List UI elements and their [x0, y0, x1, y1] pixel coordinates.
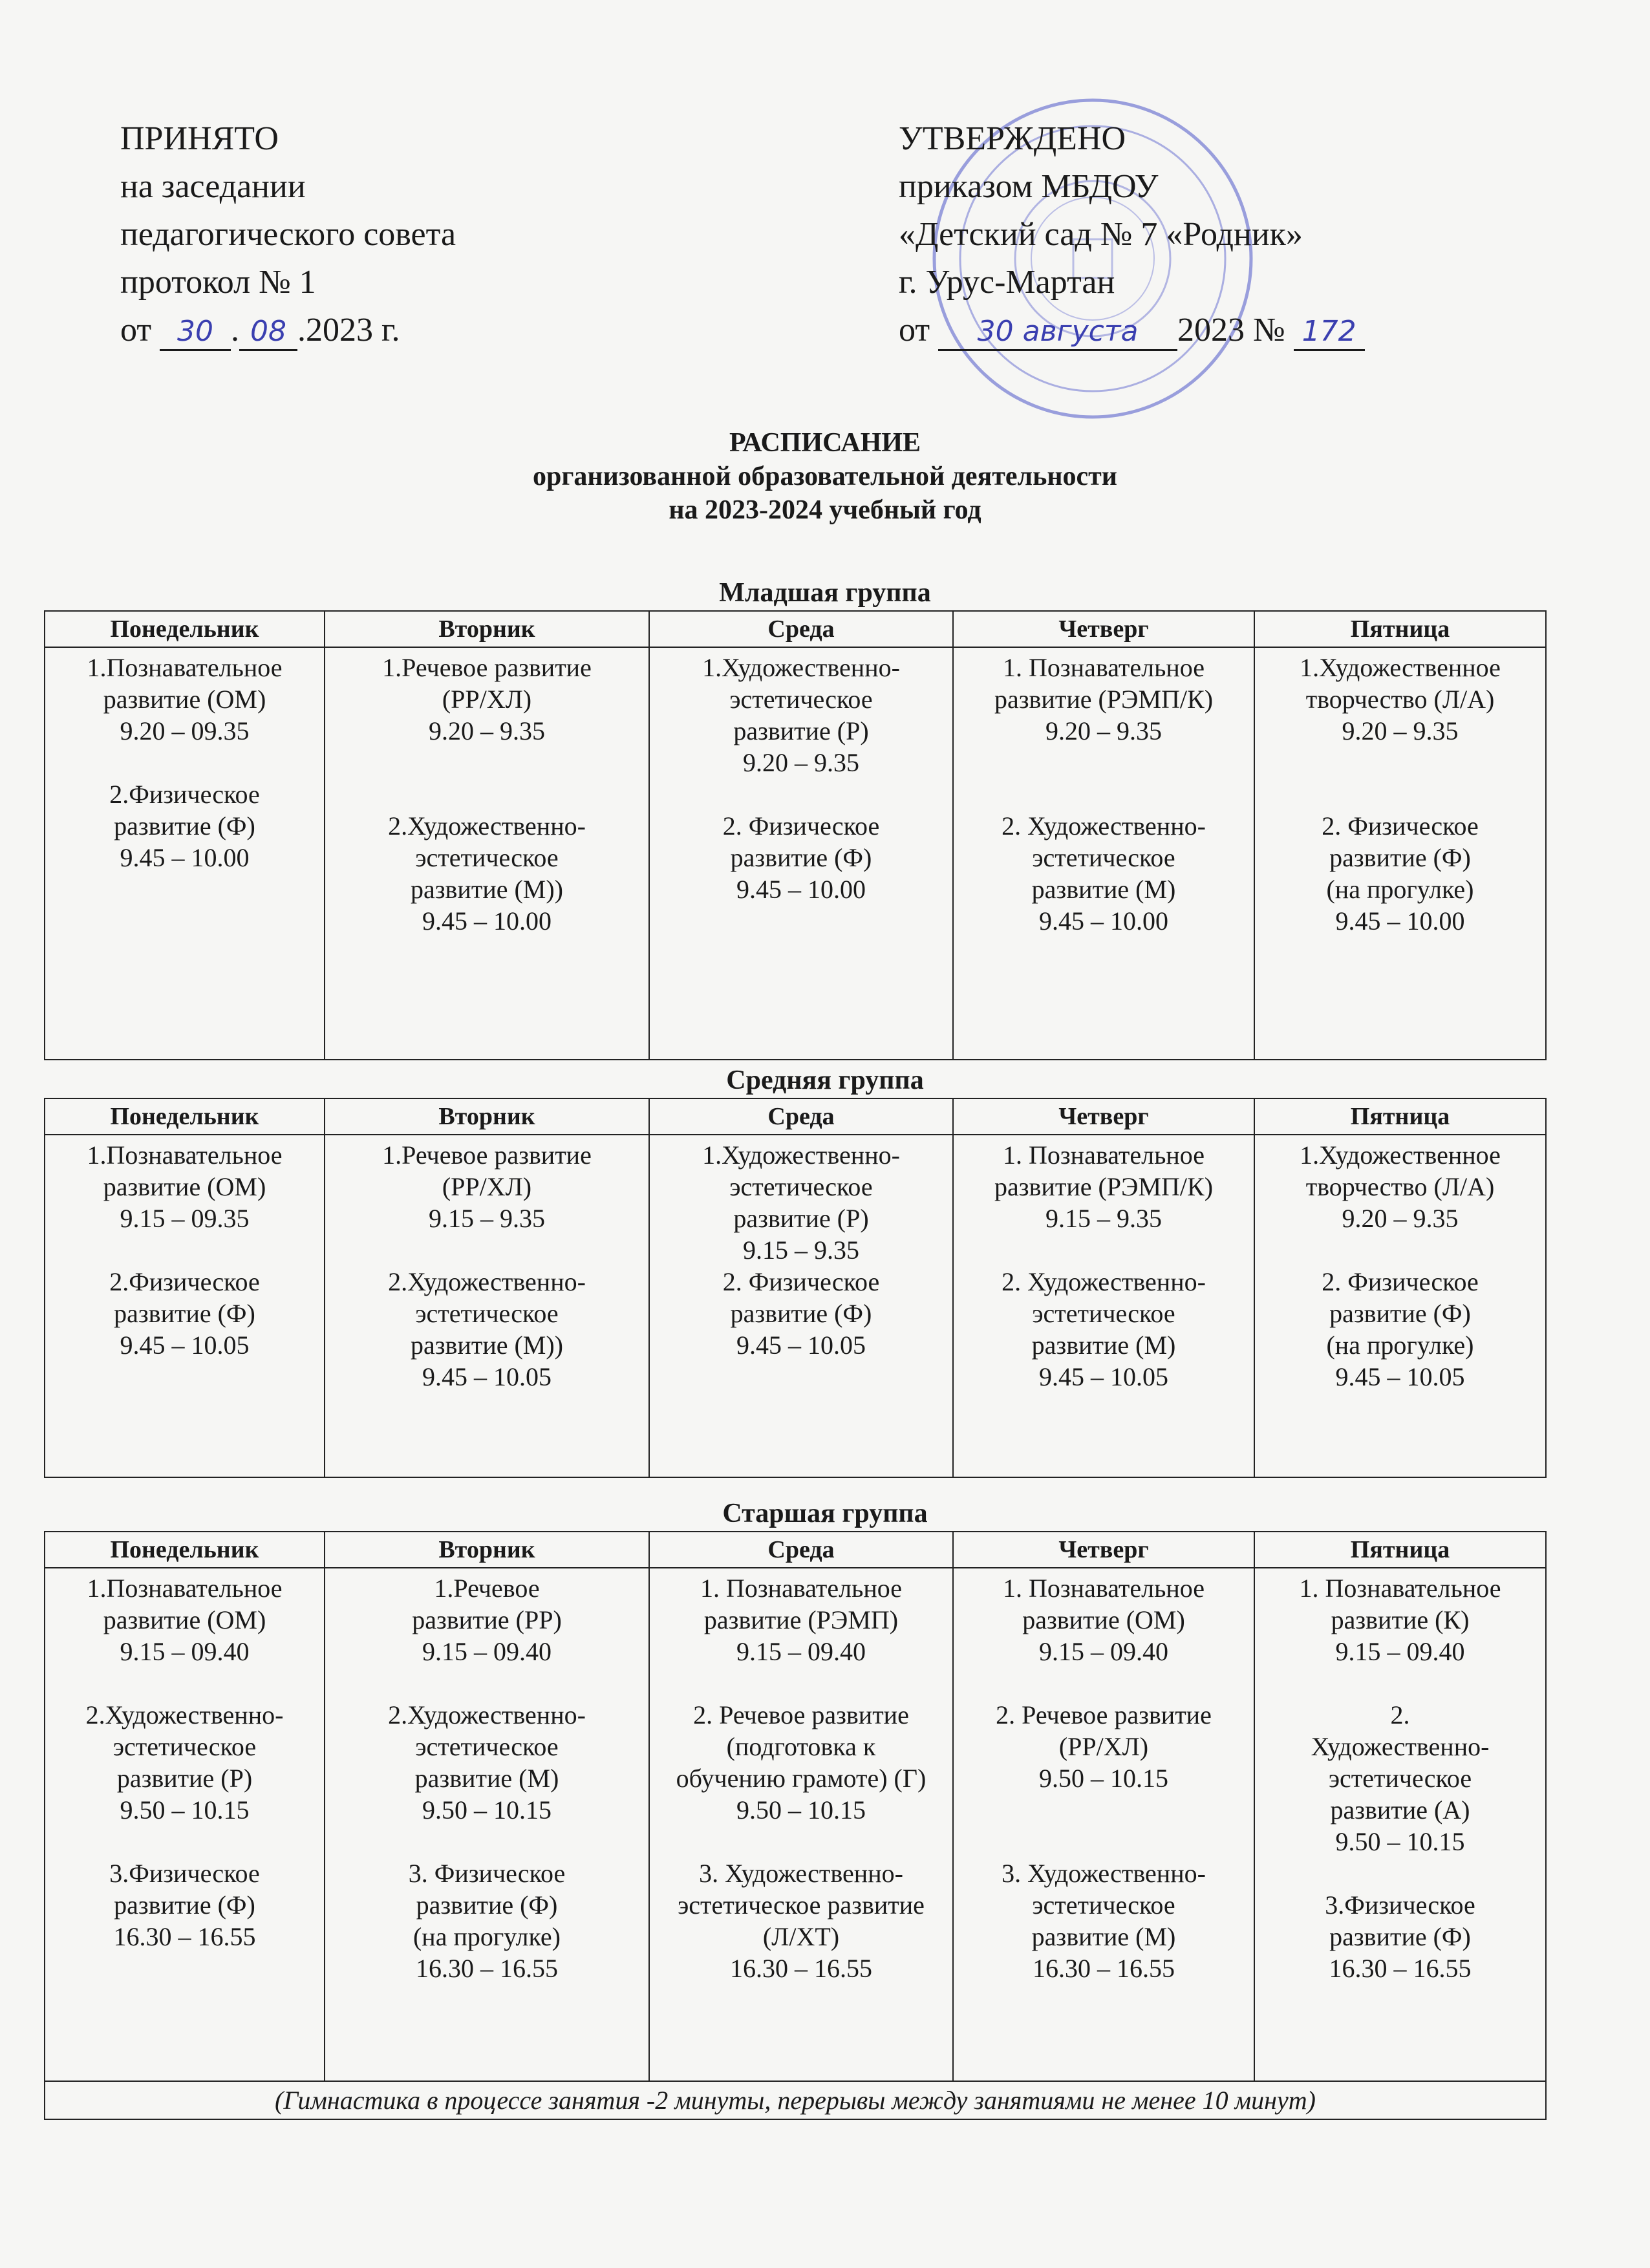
day-header: Понедельник: [45, 1098, 325, 1135]
lesson-line: 9.15 – 9.35: [743, 1236, 859, 1265]
schedule-cell: [45, 1135, 325, 1477]
lesson-line: 9.15 – 9.35: [1045, 1204, 1162, 1233]
group-title-junior: Младшая группа: [719, 578, 931, 608]
lesson-line: 9.45 – 10.05: [120, 1331, 250, 1360]
lesson-line: 1. Познавательное: [700, 1574, 902, 1603]
document-year: на 2023-2024 учебный год: [669, 495, 981, 525]
lesson-line: развитие (К): [1331, 1605, 1470, 1634]
lesson-line: [1260, 747, 1540, 778]
lesson-line: развитие (ОМ): [103, 685, 266, 714]
day-header: Понедельник: [45, 611, 325, 647]
lesson-line: развитие (А): [1330, 1795, 1470, 1824]
lesson-line: [655, 1826, 947, 1857]
lesson-line: (на прогулке): [1326, 1331, 1474, 1360]
lesson-line: 9.20 – 9.35: [743, 748, 859, 777]
day-header: Четверг: [953, 1532, 1254, 1568]
schedule-cell: [45, 1568, 325, 2081]
lesson-line: развитие (ОМ): [103, 1605, 266, 1634]
lesson-line: (на прогулке): [412, 1922, 561, 1951]
header-accepted: [120, 115, 456, 354]
lesson-line: 9.45 – 10.05: [736, 1331, 866, 1360]
lesson-line: 1.Познавательное: [87, 1574, 283, 1603]
lesson-line: развитие (Р): [733, 1204, 869, 1233]
lesson-line: развитие (РР): [412, 1605, 562, 1634]
lesson-line: 2.Художественно-: [85, 1700, 284, 1729]
lesson-line: 1.Речевое: [434, 1574, 540, 1603]
lesson-line: творчество (Л/А): [1305, 685, 1495, 714]
lesson-line: развитие (Ф): [114, 1299, 255, 1328]
lesson-line: развитие (Ф): [1329, 843, 1471, 872]
lesson-line: Художественно-: [1311, 1732, 1490, 1761]
lesson-line: развитие (Ф): [114, 811, 255, 840]
lesson-line: 2. Речевое развитие: [693, 1700, 909, 1729]
lesson-line: 9.45 – 10.00: [120, 843, 250, 872]
handwritten-order-number: 172: [1294, 314, 1365, 351]
day-header: Среда: [649, 611, 953, 647]
lesson-line: развитие (М): [1031, 1922, 1176, 1951]
lesson-line: 3.Физическое: [109, 1859, 260, 1888]
schedule-cell: [1254, 1568, 1546, 2081]
lesson-line: 9.15 – 9.35: [429, 1204, 545, 1233]
accepted-line-3: педагогического совета: [120, 216, 456, 253]
group-title-senior: Старшая группа: [722, 1499, 928, 1528]
lesson-line: [959, 778, 1248, 810]
approved-line-3: «Детский сад № 7 «Родник»: [899, 216, 1303, 253]
schedule-cell: [649, 1135, 953, 1477]
lesson-line: 9.50 – 10.15: [736, 1795, 866, 1824]
lesson-line: 1.Художественное: [1300, 1140, 1501, 1170]
group-title-middle: Средняя группа: [726, 1065, 924, 1095]
schedule-cell: [45, 647, 325, 1060]
lesson-line: 9.20 – 9.35: [429, 716, 545, 745]
lesson-line: развитие (Ф): [730, 1299, 872, 1328]
header-approved: [899, 115, 1365, 354]
lesson-line: 1. Познавательное: [1002, 1574, 1205, 1603]
lesson-line: эстетическое: [1032, 1890, 1175, 1920]
lesson-line: развитие (Р): [733, 716, 869, 745]
lesson-line: 16.30 – 16.55: [1033, 1954, 1175, 1983]
lesson-line: развитие (М): [414, 1764, 559, 1793]
lesson-line: [330, 1667, 643, 1699]
schedule-table-senior: [44, 1531, 1547, 2120]
schedule-cell: [953, 1135, 1254, 1477]
lesson-line: [50, 1826, 319, 1857]
schedule-cell: [1254, 647, 1546, 1060]
day-header: Среда: [649, 1532, 953, 1568]
lesson-line: [330, 747, 643, 778]
approved-line-4: г. Урус-Мартан: [899, 264, 1115, 301]
day-header: Вторник: [325, 611, 649, 647]
lesson-line: эстетическое: [1032, 1299, 1175, 1328]
lesson-line: [1260, 1234, 1540, 1266]
lesson-line: развитие (РЭМП/К): [994, 1172, 1214, 1201]
lesson-line: [50, 1234, 319, 1266]
lesson-line: (подготовка к: [726, 1732, 876, 1761]
lesson-line: эстетическое: [415, 1732, 559, 1761]
lesson-line: развитие (РЭМП/К): [994, 685, 1214, 714]
lesson-line: 2. Физическое: [722, 811, 880, 840]
lesson-line: (РР/ХЛ): [442, 1172, 532, 1201]
lesson-line: [655, 1667, 947, 1699]
lesson-line: 9.50 – 10.15: [422, 1795, 552, 1824]
accepted-protocol: протокол № 1: [120, 264, 316, 301]
lesson-line: 9.45 – 10.00: [736, 875, 866, 904]
lesson-line: 16.30 – 16.55: [730, 1954, 872, 1983]
lesson-line: 1. Познавательное: [1299, 1574, 1501, 1603]
document-title: РАСПИСАНИЕ: [729, 428, 921, 458]
day-header: Пятница: [1254, 1098, 1546, 1135]
lesson-line: 9.50 – 10.15: [1039, 1764, 1168, 1793]
lesson-line: 3. Художественно-: [699, 1859, 903, 1888]
approved-title: УТВЕРЖДЕНО: [899, 120, 1126, 157]
lesson-line: [50, 747, 319, 778]
day-header: Четверг: [953, 1098, 1254, 1135]
lesson-line: творчество (Л/А): [1305, 1172, 1495, 1201]
lesson-line: 9.15 – 09.40: [1335, 1637, 1465, 1666]
lesson-line: [655, 778, 947, 810]
lesson-line: 9.20 – 9.35: [1342, 716, 1459, 745]
lesson-line: 2. Художественно-: [1002, 811, 1206, 840]
schedule-cell: [649, 647, 953, 1060]
lesson-line: 9.50 – 10.15: [1335, 1827, 1465, 1856]
lesson-line: 1.Художественно-: [702, 653, 900, 682]
day-header: Понедельник: [45, 1532, 325, 1568]
document-subtitle: организованной образовательной деятельности: [532, 462, 1117, 491]
lesson-line: [1260, 778, 1540, 810]
lesson-line: 9.20 – 9.35: [1045, 716, 1162, 745]
lesson-line: [959, 1234, 1248, 1266]
lesson-line: 9.20 – 9.35: [1342, 1204, 1459, 1233]
lesson-line: 9.45 – 10.05: [422, 1362, 552, 1391]
day-header: Вторник: [325, 1532, 649, 1568]
lesson-line: 1.Художественное: [1300, 653, 1501, 682]
lesson-line: 2. Физическое: [1322, 1267, 1479, 1296]
lesson-line: 9.45 – 10.00: [1039, 906, 1168, 936]
lesson-line: 3. Физическое: [408, 1859, 566, 1888]
lesson-line: 9.45 – 10.00: [422, 906, 552, 936]
lesson-line: 16.30 – 16.55: [113, 1922, 256, 1951]
lesson-line: 16.30 – 16.55: [1329, 1954, 1472, 1983]
lesson-line: 2. Физическое: [722, 1267, 880, 1296]
day-header: Среда: [649, 1098, 953, 1135]
lesson-line: эстетическое развитие: [678, 1890, 925, 1920]
lesson-line: эстетическое: [1032, 843, 1175, 872]
schedule-table-middle: [44, 1098, 1547, 1478]
accepted-line-2: на заседании: [120, 168, 306, 205]
lesson-line: развитие (Ф): [114, 1890, 255, 1920]
lesson-line: 16.30 – 16.55: [416, 1954, 558, 1983]
schedule-cell: [325, 1568, 649, 2081]
schedule-table-junior: [44, 610, 1547, 1060]
schedule-cell: [325, 1135, 649, 1477]
lesson-line: [330, 1234, 643, 1266]
schedule-cell: [325, 647, 649, 1060]
lesson-line: 9.15 – 09.40: [736, 1637, 866, 1666]
lesson-line: развитие (Ф): [1329, 1299, 1471, 1328]
schedule-cell: [1254, 1135, 1546, 1477]
lesson-line: эстетическое: [729, 1172, 873, 1201]
day-header: Пятница: [1254, 1532, 1546, 1568]
lesson-line: 1.Речевое развитие: [382, 653, 592, 682]
lesson-line: развитие (ОМ): [103, 1172, 266, 1201]
lesson-line: 9.45 – 10.05: [1039, 1362, 1168, 1391]
lesson-line: 3.Физическое: [1325, 1890, 1475, 1920]
lesson-line: эстетическое: [112, 1732, 257, 1761]
schedule-cell: [953, 647, 1254, 1060]
lesson-line: [959, 747, 1248, 778]
schedule-cell: [953, 1568, 1254, 2081]
lesson-line: развитие (М)): [410, 1331, 563, 1360]
lesson-line: 2.: [1390, 1700, 1410, 1729]
lesson-line: 2.Художественно-: [388, 811, 586, 840]
handwritten-month: 08: [239, 314, 297, 351]
lesson-line: 1. Познавательное: [1002, 1140, 1205, 1170]
lesson-line: [50, 1667, 319, 1699]
lesson-line: (Л/ХТ): [762, 1922, 840, 1951]
lesson-line: развитие (М)): [410, 875, 563, 904]
lesson-line: 2.Художественно-: [388, 1267, 586, 1296]
lesson-line: [1260, 1667, 1540, 1699]
lesson-line: 9.45 – 10.00: [1335, 906, 1465, 936]
lesson-line: 9.45 – 10.05: [1335, 1362, 1465, 1391]
lesson-line: 2. Художественно-: [1002, 1267, 1206, 1296]
handwritten-date: 30 августа: [938, 314, 1177, 351]
lesson-line: 9.15 – 09.40: [422, 1637, 552, 1666]
lesson-line: 9.20 – 09.35: [120, 716, 250, 745]
lesson-line: эстетическое: [415, 1299, 559, 1328]
lesson-line: 1.Познавательное: [87, 1140, 283, 1170]
lesson-line: развитие (ОМ): [1022, 1605, 1185, 1634]
lesson-line: [959, 1826, 1248, 1857]
lesson-line: 3. Художественно-: [1002, 1859, 1206, 1888]
lesson-line: [1260, 1857, 1540, 1889]
lesson-line: 1.Художественно-: [702, 1140, 900, 1170]
lesson-line: 2. Речевое развитие: [996, 1700, 1212, 1729]
lesson-line: обучению грамоте) (Г): [676, 1764, 927, 1793]
accepted-date: от 30 . 08 .2023 г.: [120, 306, 456, 354]
day-header: Вторник: [325, 1098, 649, 1135]
schedule-cell: [649, 1568, 953, 2081]
lesson-line: 9.50 – 10.15: [120, 1795, 250, 1824]
lesson-line: 2. Физическое: [1322, 811, 1479, 840]
lesson-line: 1.Речевое развитие: [382, 1140, 592, 1170]
lesson-line: 2.Художественно-: [388, 1700, 586, 1729]
lesson-line: [959, 1667, 1248, 1699]
lesson-line: [330, 778, 643, 810]
lesson-line: 2.Физическое: [109, 1267, 260, 1296]
lesson-line: (РР/ХЛ): [442, 685, 532, 714]
lesson-line: развитие (М): [1031, 1331, 1176, 1360]
approved-line-2: приказом МБДОУ: [899, 168, 1159, 205]
lesson-line: 9.15 – 09.40: [120, 1637, 250, 1666]
approved-date: от 30 августа 2023 № 172: [899, 306, 1365, 354]
handwritten-day: 30: [160, 314, 231, 351]
lesson-line: развитие (Ф): [416, 1890, 558, 1920]
day-header: Четверг: [953, 611, 1254, 647]
lesson-line: 2.Физическое: [109, 780, 260, 809]
lesson-line: эстетическое: [729, 685, 873, 714]
lesson-line: 1.Познавательное: [87, 653, 283, 682]
lesson-line: [330, 1826, 643, 1857]
lesson-line: развитие (Р): [116, 1764, 253, 1793]
lesson-line: (РР/ХЛ): [1058, 1732, 1149, 1761]
lesson-line: развитие (Ф): [730, 843, 872, 872]
schedule-note: (Гимнастика в процессе занятия -2 минуты, перерывы между занятиями не менее 10 минут): [45, 2081, 1546, 2119]
accepted-title: ПРИНЯТО: [120, 120, 279, 157]
lesson-line: 9.15 – 09.40: [1039, 1637, 1168, 1666]
day-header: Пятница: [1254, 611, 1546, 647]
lesson-line: 1. Познавательное: [1002, 653, 1205, 682]
lesson-line: эстетическое: [1328, 1764, 1472, 1793]
lesson-line: развитие (РЭМП): [703, 1605, 899, 1634]
lesson-line: (на прогулке): [1326, 875, 1474, 904]
lesson-line: развитие (Ф): [1329, 1922, 1471, 1951]
lesson-line: эстетическое: [415, 843, 559, 872]
lesson-line: [959, 1794, 1248, 1826]
lesson-line: развитие (М): [1031, 875, 1176, 904]
lesson-line: 9.15 – 09.35: [120, 1204, 250, 1233]
